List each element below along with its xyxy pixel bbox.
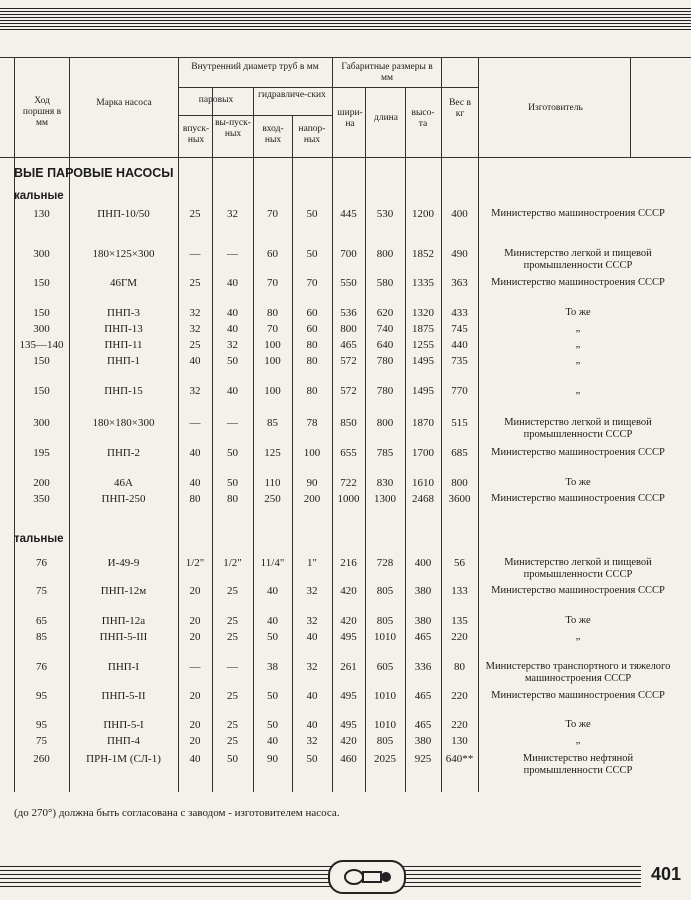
cell-length: 2025 [374, 753, 396, 765]
cell-stroke: 150 [33, 307, 50, 319]
cell-hyd-out: 200 [303, 493, 321, 505]
cell-brand: ПНП-250 [101, 493, 146, 505]
cell-hyd-in: 50 [267, 631, 278, 643]
cell-brand: ПНП-4 [107, 735, 140, 747]
cell-steam-out: — [227, 248, 238, 260]
cell-hyd-in: 11/4" [260, 557, 285, 569]
cell-height: 1495 [412, 355, 434, 367]
cell-brand: ПНП-10/50 [97, 208, 150, 220]
cell-brand: ПНП-13 [104, 323, 143, 335]
cell-hyd-out: 40 [306, 719, 318, 731]
header-hydraulic: гидравличе-ских [258, 90, 326, 100]
cell-length: 785 [376, 447, 394, 459]
cell-steam-in: 40 [189, 477, 201, 489]
cell-steam-in: 32 [189, 385, 201, 397]
cell-width: 495 [340, 719, 357, 731]
cell-brand: 46А [114, 477, 133, 489]
cell-brand: ПНП-3 [107, 307, 140, 319]
page-number: 401 [650, 864, 681, 884]
cell-hyd-out: 60 [306, 307, 318, 319]
cell-height: 1852 [412, 248, 434, 260]
cell-steam-in: 20 [189, 615, 201, 627]
cell-hyd-out: 32 [306, 735, 318, 747]
cell-weight: 745 [451, 323, 468, 335]
cell-length: 830 [376, 477, 394, 489]
cell-weight: 220 [451, 631, 468, 643]
header-steam: паровых [198, 95, 234, 105]
cell-height: 380 [414, 615, 432, 627]
cell-steam-out: — [227, 661, 238, 673]
cell-steam-in: 32 [189, 307, 201, 319]
cell-width: 420 [340, 735, 357, 747]
cell-stroke: 260 [33, 753, 50, 765]
cell-height: 1875 [412, 323, 434, 335]
cell-height: 400 [414, 557, 432, 569]
cell-stroke: 65 [36, 615, 47, 627]
cell-stroke: 350 [33, 493, 50, 505]
cell-maker: То же [565, 719, 591, 730]
cell-steam-in: 20 [189, 585, 201, 597]
cell-brand: ПНП-I [107, 661, 140, 673]
cell-brand: ПНП-15 [104, 385, 143, 397]
footnote: (до 270°) должна быть согласована с заводом - изготовителем насоса. [14, 807, 340, 819]
cell-weight: 640** [445, 753, 474, 765]
cell-height: 1200 [412, 208, 434, 220]
cell-width: 800 [340, 323, 357, 335]
cell-brand: И-49-9 [107, 557, 140, 569]
cell-steam-in: 40 [189, 355, 201, 367]
cell-hyd-out: 50 [306, 248, 318, 260]
group-heading-1: кальные [14, 190, 64, 202]
cell-steam-in: 20 [189, 631, 201, 643]
cell-weight: 3600 [448, 493, 471, 505]
cell-hyd-out: 100 [303, 447, 321, 459]
cell-brand: 180×125×300 [92, 248, 155, 260]
cell-steam-out: 32 [227, 339, 238, 351]
cell-brand: ПНП-11 [104, 339, 143, 351]
cell-width: 655 [340, 447, 357, 459]
cell-steam-out: — [227, 417, 238, 429]
cell-width: 216 [340, 557, 357, 569]
header-stroke: Ход поршня в мм [22, 96, 62, 128]
cell-hyd-out: 32 [306, 585, 318, 597]
cell-steam-in: 20 [189, 690, 201, 702]
cell-width: 465 [340, 339, 357, 351]
cell-hyd-in: 40 [267, 585, 278, 597]
cell-hyd-out: 70 [306, 277, 318, 289]
cell-weight: 490 [451, 248, 468, 260]
cell-steam-out: 25 [227, 719, 238, 731]
cell-width: 420 [340, 585, 357, 597]
cell-steam-in: 25 [189, 277, 201, 289]
cell-width: 495 [340, 690, 357, 702]
cell-steam-in: 25 [189, 339, 201, 351]
cell-maker: „ [575, 735, 581, 746]
cell-width: 460 [340, 753, 357, 765]
header-overall: Габаритные размеры в мм [341, 62, 433, 83]
cell-steam-in: 1/2" [185, 557, 205, 569]
cell-stroke: 150 [33, 277, 50, 289]
cell-width: 261 [340, 661, 357, 673]
header-weight: Вес в кг [449, 98, 471, 119]
cell-stroke: 76 [36, 557, 47, 569]
cell-width: 700 [340, 248, 357, 260]
cell-brand: ПНП-2 [107, 447, 140, 459]
cell-steam-out: 80 [227, 493, 238, 505]
cell-hyd-out: 80 [306, 385, 318, 397]
cell-brand: ПНП-5-III [99, 631, 148, 643]
group-heading-2: тальные [14, 533, 64, 545]
cell-hyd-in: 80 [267, 307, 278, 319]
cell-stroke: 300 [33, 323, 50, 335]
cell-width: 550 [340, 277, 357, 289]
cell-hyd-in: 100 [264, 339, 281, 351]
cell-steam-in: — [189, 248, 201, 260]
cell-steam-in: 32 [189, 323, 201, 335]
cell-height: 1700 [412, 447, 434, 459]
cell-hyd-in: 85 [267, 417, 278, 429]
cell-hyd-in: 125 [264, 447, 281, 459]
cell-maker: То же [565, 307, 591, 318]
cell-weight: 515 [451, 417, 468, 429]
cell-hyd-in: 40 [267, 735, 278, 747]
cell-stroke: 150 [33, 355, 50, 367]
cell-hyd-in: 40 [267, 615, 278, 627]
cell-hyd-in: 50 [267, 690, 278, 702]
cell-stroke: 85 [36, 631, 47, 643]
cell-weight: 220 [451, 690, 468, 702]
cell-maker: „ [575, 355, 581, 366]
cell-weight: 400 [451, 208, 468, 220]
cell-steam-in: 25 [189, 208, 201, 220]
cell-length: 605 [376, 661, 394, 673]
cell-length: 530 [376, 208, 394, 220]
header-steam-out: вы-пуск-ных [215, 118, 251, 139]
cell-steam-out: 40 [227, 323, 238, 335]
cell-stroke: 75 [36, 735, 47, 747]
cell-hyd-in: 250 [264, 493, 281, 505]
cell-height: 1335 [412, 277, 434, 289]
cell-weight: 440 [451, 339, 468, 351]
cell-hyd-in: 70 [267, 208, 278, 220]
cell-maker: Министерство машиностроения СССР [491, 208, 665, 219]
cell-weight: 135 [451, 615, 468, 627]
cell-length: 800 [376, 248, 394, 260]
cell-length: 805 [376, 615, 394, 627]
cell-length: 640 [376, 339, 394, 351]
cell-height: 465 [414, 690, 432, 702]
cell-steam-out: 50 [227, 753, 238, 765]
cell-weight: 800 [451, 477, 468, 489]
cell-stroke: 130 [33, 208, 50, 220]
cell-hyd-in: 70 [267, 323, 278, 335]
pump-emblem-icon [328, 860, 406, 894]
cell-height: 380 [414, 735, 432, 747]
cell-length: 1010 [374, 631, 396, 643]
cell-hyd-in: 100 [264, 385, 281, 397]
cell-steam-in: 80 [189, 493, 201, 505]
cell-weight: 130 [451, 735, 468, 747]
cell-hyd-in: 100 [264, 355, 281, 367]
header-length: длина [374, 113, 398, 123]
header-maker: Изготовитель [528, 103, 583, 113]
cell-maker: Министерство нефтяной промышленности СССР [522, 753, 634, 776]
cell-hyd-in: 110 [264, 477, 281, 489]
cell-maker: „ [575, 631, 581, 642]
cell-hyd-out: 50 [306, 753, 318, 765]
cell-height: 336 [414, 661, 432, 673]
cell-hyd-out: 1" [307, 557, 317, 569]
header-brand: Марка насоса [96, 98, 152, 108]
cell-hyd-out: 32 [306, 615, 318, 627]
cell-length: 728 [376, 557, 394, 569]
cell-brand: ПНП-5-II [101, 690, 146, 702]
cell-brand: 46ГМ [110, 277, 137, 289]
cell-width: 850 [340, 417, 357, 429]
cell-height: 465 [414, 719, 432, 731]
cell-steam-out: 25 [227, 585, 238, 597]
cell-maker: Министерство машиностроения СССР [491, 277, 665, 288]
cell-weight: 220 [451, 719, 468, 731]
cell-maker: То же [565, 615, 591, 626]
cell-width: 1000 [337, 493, 360, 505]
cell-height: 2468 [412, 493, 434, 505]
cell-brand: ПНП-12а [101, 615, 146, 627]
cell-weight: 133 [451, 585, 468, 597]
cell-weight: 56 [454, 557, 465, 569]
cell-maker: То же [565, 477, 591, 488]
cell-stroke: 95 [36, 719, 47, 731]
cell-height: 1870 [412, 417, 434, 429]
cell-hyd-out: 40 [306, 631, 318, 643]
cell-steam-out: 50 [227, 355, 238, 367]
cell-brand: ПНП-12м [100, 585, 147, 597]
cell-stroke: 195 [33, 447, 50, 459]
cell-length: 580 [376, 277, 394, 289]
cell-height: 1320 [412, 307, 434, 319]
cell-weight: 685 [451, 447, 468, 459]
cell-stroke: 76 [36, 661, 47, 673]
header-width: шири-на [337, 108, 363, 129]
cell-steam-out: 25 [227, 615, 238, 627]
cell-steam-in: — [189, 417, 201, 429]
cell-length: 1010 [374, 719, 396, 731]
cell-stroke: 135—140 [19, 339, 64, 351]
cell-stroke: 300 [33, 248, 50, 260]
cell-length: 620 [376, 307, 394, 319]
cell-maker: „ [575, 385, 581, 396]
header-steam-in: впуск-ных [182, 124, 210, 145]
cell-height: 465 [414, 631, 432, 643]
cell-steam-out: 25 [227, 690, 238, 702]
cell-steam-out: 25 [227, 631, 238, 643]
cell-length: 780 [376, 385, 394, 397]
cell-brand: ПРН-1М (СЛ-1) [86, 753, 161, 765]
cell-maker: Министерство машиностроения СССР [491, 447, 665, 458]
cell-steam-out: 50 [227, 477, 238, 489]
top-decorative-rules [0, 6, 691, 34]
cell-stroke: 95 [36, 690, 47, 702]
cell-height: 1255 [412, 339, 434, 351]
cell-weight: 735 [451, 355, 468, 367]
cell-steam-out: 40 [227, 277, 238, 289]
cell-steam-out: 50 [227, 447, 238, 459]
cell-stroke: 200 [33, 477, 50, 489]
cell-hyd-out: 78 [306, 417, 318, 429]
cell-steam-in: 20 [189, 735, 201, 747]
cell-brand: 180×180×300 [92, 417, 155, 429]
cell-length: 1300 [374, 493, 396, 505]
cell-maker: „ [575, 323, 581, 334]
cell-hyd-out: 80 [306, 339, 318, 351]
cell-length: 740 [376, 323, 394, 335]
cell-brand: ПНП-5-I [103, 719, 144, 731]
header-inner-diameter: Внутренний диаметр труб в мм [191, 62, 319, 72]
cell-hyd-in: 90 [267, 753, 278, 765]
cell-steam-in: 20 [189, 719, 201, 731]
cell-length: 805 [376, 585, 394, 597]
cell-height: 1495 [412, 385, 434, 397]
cell-length: 805 [376, 735, 394, 747]
cell-hyd-out: 60 [306, 323, 318, 335]
header-hyd-out: напор-ных [298, 124, 326, 145]
cell-hyd-in: 38 [267, 661, 278, 673]
cell-maker: Министерство легкой и пищевой промышленности СССР [504, 248, 652, 271]
cell-steam-out: 32 [227, 208, 238, 220]
cell-stroke: 150 [33, 385, 50, 397]
header-hyd-in: вход-ных [262, 124, 284, 145]
cell-weight: 363 [451, 277, 468, 289]
cell-hyd-out: 90 [306, 477, 318, 489]
cell-width: 722 [340, 477, 357, 489]
cell-hyd-out: 50 [306, 208, 318, 220]
cell-width: 420 [340, 615, 357, 627]
cell-steam-in: 40 [189, 447, 201, 459]
cell-length: 780 [376, 355, 394, 367]
cell-weight: 80 [454, 661, 465, 673]
cell-length: 800 [376, 417, 394, 429]
cell-height: 1610 [412, 477, 434, 489]
section-title: ВЫЕ ПАРОВЫЕ НАСОСЫ [14, 166, 174, 180]
cell-hyd-in: 60 [267, 248, 278, 260]
cell-hyd-out: 80 [306, 355, 318, 367]
cell-width: 572 [340, 355, 357, 367]
cell-brand: ПНП-1 [107, 355, 140, 367]
cell-length: 1010 [374, 690, 396, 702]
cell-maker: Министерство машиностроения СССР [491, 493, 665, 504]
cell-maker: Министерство машиностроения СССР [491, 690, 665, 701]
cell-hyd-in: 70 [267, 277, 278, 289]
cell-steam-in: 40 [189, 753, 201, 765]
cell-steam-out: 1/2" [223, 557, 242, 569]
cell-height: 380 [414, 585, 432, 597]
cell-weight: 433 [451, 307, 468, 319]
header-height: высо-та [411, 108, 435, 129]
cell-maker: „ [575, 339, 581, 350]
cell-width: 495 [340, 631, 357, 643]
cell-maker: Министерство машиностроения СССР [491, 585, 665, 596]
cell-steam-out: 40 [227, 307, 238, 319]
cell-hyd-in: 50 [267, 719, 278, 731]
cell-hyd-out: 40 [306, 690, 318, 702]
cell-width: 536 [340, 307, 357, 319]
cell-height: 925 [414, 753, 432, 765]
cell-steam-out: 25 [227, 735, 238, 747]
cell-width: 572 [340, 385, 357, 397]
cell-maker: Министерство легкой и пищевой промышленности СССР [504, 417, 652, 440]
cell-width: 445 [340, 208, 357, 220]
cell-stroke: 75 [36, 585, 47, 597]
cell-steam-in: — [189, 661, 201, 673]
cell-weight: 770 [451, 385, 468, 397]
cell-maker: Министерство легкой и пищевой промышленности СССР [504, 557, 652, 580]
cell-steam-out: 40 [227, 385, 238, 397]
cell-maker: Министерство транспортного и тяжелого машиностроения СССР [485, 661, 671, 684]
cell-hyd-out: 32 [306, 661, 318, 673]
cell-stroke: 300 [33, 417, 50, 429]
